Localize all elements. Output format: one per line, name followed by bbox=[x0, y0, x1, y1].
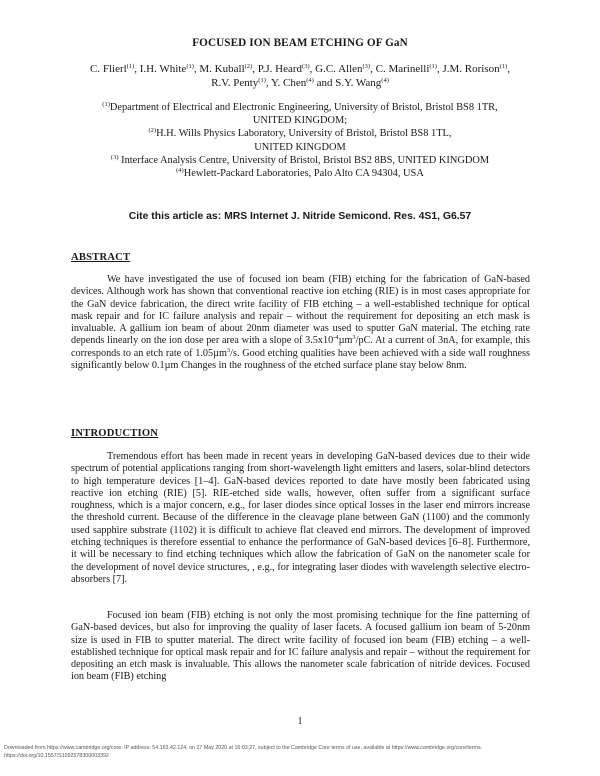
author: Y. Chen$^{(4)}$ and bbox=[270, 77, 336, 89]
author: M. Kuball$^{(2)}$, bbox=[199, 63, 258, 75]
intro-paragraph-2: Focused ion beam (FIB) etching is not only the most promising technique for the fine patterning of GaN-based devices, but also for improving the quality of laser facets. A focused gallium ion beam of 5-20nm size is used in FIB to sputter material. The direct write facility of focused ion beam (FIB) etching – a well-established technique for optical mask repair and for IC failure analysis and repair – without the requirement for depositing an etch mask is invaluable. This allows the nanometer scale fabrication of nitride devices. Focused ion beam (FIB) etching bbox=[71, 610, 530, 683]
author: J.M. Rorison$^{(1)}$, bbox=[442, 63, 510, 75]
affiliation: $^{(2)}$H.H. Wills Physics Laboratory, University of Bristol, Bristol BS8 1TL, UNITED KINGDOM bbox=[148, 127, 452, 153]
abstract-heading: ABSTRACT bbox=[71, 252, 131, 263]
footer-link-core[interactable]: https://www.cambridge.org/core bbox=[47, 745, 122, 751]
abstract-text: We have investigated the use of focused ion beam (FIB) etching for the fabrication of GaN-based devices. Although work has shown that conventional reactive ion etching (RIE) is in most cases appropriate for the GaN device fabrication, the direct write facility of FIB etching – a well-established technique for optical mask repair and for IC failure analysis and repair – without the requirement for depositing an etch mask is invaluable. A gallium ion beam of about 20nm diameter was used to sputter GaN material. The etching rate depends linearly on the ion dose per area with a slope of $3.5x10^{-4}\mu m^3/pC$. At a current of 3nA, for example, this corresponds to an etch rate of 1.05µm$^3$/s. Good etching qualities have been achieved with a side wall roughness significantly below 0.1µm Changes in the roughness of the etched surface plane stay below 8nm. bbox=[71, 274, 530, 372]
download-footer: Downloaded from https://www.cambridge.org/core. IP address: 54.163.42.124, on 27 May 2020 at 16:03:27, subject to the Cambridge Core terms of use, available at https://www.cambridge.org/core/terms. https://doi.org/10.1557/S1092578300003392 bbox=[4, 745, 483, 759]
intro-paragraph-1: Tremendous effort has been made in recent years in developing GaN-based devices due to their wide spectrum of potential applications ranging from short-wavelength light emitters and lasers, solar-blind detectors to high temperature devices [1–4]. GaN-based devices reported to date have mostly been fabricated using reactive ion etching (RIE) [5]. RIE-etched side walls, however, often suffer from a significant surface roughness, which is a major concern, e.g., for laser diodes since optical losses in the laser end mirrors increase the threshold current. Because of the difference in the cleavage plane between GaN (1100) and the commonly used sapphire substrate (1102) it is difficult to achieve flat cleaved end mirrors. The development of improved etching techniques is therefore essential to enhance the performance of GaN-based devices [6–8]. Furthermore, it will be necessary to find etching techniques which allow the fabrication of GaN on the nanometer scale for the development of novel device structures, , e.g., for integrating laser diodes with wavelength selective electro-absorbers [7]. bbox=[71, 451, 530, 585]
author: I.H. White$^{(1)}$, bbox=[139, 63, 200, 75]
author: G.C. Allen$^{(3)}$, bbox=[315, 63, 376, 75]
footer-link-terms[interactable]: https://www.cambridge.org/core/terms bbox=[391, 745, 481, 751]
author: S.Y. Wang$^{(4)}$ bbox=[335, 77, 389, 89]
author: C. Marinelli$^{(1)}$, bbox=[375, 63, 443, 75]
page-number: 1 bbox=[297, 716, 303, 727]
affiliation: $^{(3)}$ Interface Analysis Centre, University of Bristol, Bristol BS2 8BS, UNITED KINGDOM bbox=[110, 153, 490, 166]
author: C. Flierl$^{(1)}$, bbox=[90, 63, 140, 75]
introduction-heading: INTRODUCTION bbox=[71, 428, 159, 439]
affiliation: $^{(1)}$Department of Electrical and Electronic Engineering, University of Bristol, Bristol BS8 1TR, UNITED KINGDOM; bbox=[102, 101, 498, 127]
author: R.V. Penty$^{(1)}$, bbox=[211, 77, 271, 89]
author-list bbox=[60, 62, 540, 90]
footer-link-doi[interactable]: https://doi.org/10.1557/S1092578300003392 bbox=[4, 753, 109, 759]
citation-line: Cite this article as: MRS Internet J. Nitride Semicond. Res. 4S1, G6.57 bbox=[128, 211, 472, 222]
affiliation: $^{(4)}$Hewlett-Packard Laboratories, Palo Alto CA 94304, USA bbox=[176, 167, 424, 180]
affiliation-list bbox=[60, 101, 540, 180]
paper-title: FOCUSED ION BEAM ETCHING OF GaN bbox=[192, 37, 408, 49]
author: P.J. Heard$^{(3)}$, bbox=[257, 63, 316, 75]
